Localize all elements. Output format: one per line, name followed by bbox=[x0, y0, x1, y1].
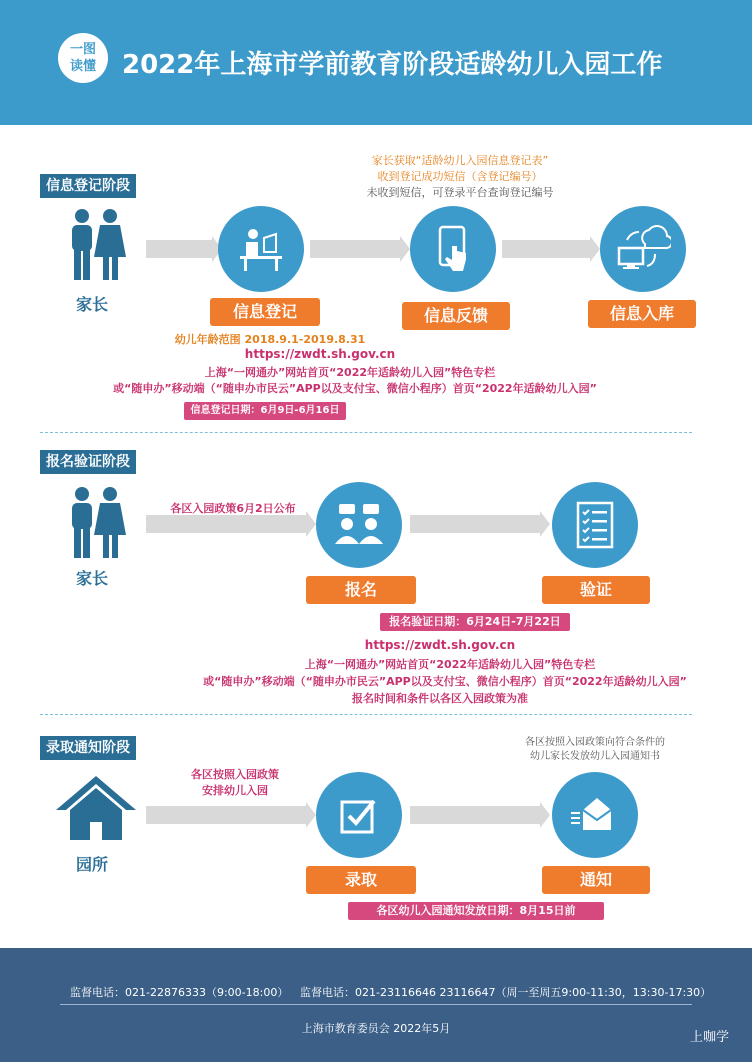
stage1-label: 信息登记阶段 bbox=[40, 174, 136, 198]
stage2-arrow-2 bbox=[410, 515, 540, 533]
stage1-actor: 家长 bbox=[76, 295, 109, 314]
stage2-channel2: 或“随申办”移动端（“随申办市民云”APP以及支付宝、微信小程序）首页“2022年适龄幼儿入园” bbox=[203, 675, 687, 688]
divider-1 bbox=[40, 432, 692, 433]
divider-2 bbox=[40, 714, 692, 715]
footer-phone1: 监督电话：021-22876333（9:00-18:00） bbox=[70, 986, 289, 999]
stage1-top-note1: 家长获取“适龄幼儿入园信息登记表” bbox=[371, 154, 549, 167]
stage2-channel1: 上海“一网通办”网站首页“2022年适龄幼儿入园”特色专栏 bbox=[304, 658, 596, 671]
stage1-arrow-2 bbox=[310, 240, 400, 258]
person-couple-icon bbox=[64, 208, 128, 282]
stage1-channel2: 或“随申办”移动端（“随申办市民云”APP以及支付宝、微信小程序）首页“2022年适龄幼儿入园” bbox=[113, 382, 597, 395]
stage3-step2-button: 通知 bbox=[542, 866, 650, 894]
stage2-label: 报名验证阶段 bbox=[40, 450, 136, 474]
stage3-step1-button: 录取 bbox=[306, 866, 416, 894]
checkbox-icon bbox=[336, 792, 382, 838]
house-icon bbox=[54, 774, 138, 842]
stage3-arrow-1 bbox=[146, 806, 306, 824]
cloud-computer-icon bbox=[615, 224, 671, 274]
stage2-circle-1 bbox=[316, 482, 402, 568]
stage3-date-bar: 各区幼儿入园通知发放日期：8月15日前 bbox=[348, 902, 604, 920]
stage1-arrow-1 bbox=[146, 240, 212, 258]
desk-computer-icon bbox=[236, 224, 286, 274]
stage3-circle-1 bbox=[316, 772, 402, 858]
stage1-circle-3 bbox=[600, 206, 686, 292]
stage1-top-note2: 收到登记成功短信（含登记编号） bbox=[377, 170, 543, 183]
stage1-age-range: 幼儿年龄范围 2018.9.1-2019.8.31 bbox=[174, 333, 366, 346]
stage1-top-note3: 未收到短信，可登录平台查询登记编号 bbox=[366, 186, 554, 199]
stage1-step2-button: 信息反馈 bbox=[402, 302, 510, 330]
stage1-arrow-3 bbox=[502, 240, 590, 258]
stage1-step3-button: 信息入库 bbox=[588, 300, 696, 328]
footer-divider bbox=[60, 1004, 692, 1005]
tablet-touch-icon bbox=[428, 224, 478, 274]
stage1-step1-button: 信息登记 bbox=[210, 298, 320, 326]
badge-line2: 读懂 bbox=[69, 59, 96, 74]
stage3-arrow-2 bbox=[410, 806, 540, 824]
stage2-step2-button: 验证 bbox=[542, 576, 650, 604]
stage3-actor: 园所 bbox=[76, 855, 109, 874]
stage1-circle-1 bbox=[218, 206, 304, 292]
stage3-arrange-line1: 各区按照入园政策 bbox=[191, 768, 279, 781]
stage2-circle-2 bbox=[552, 482, 638, 568]
stage1-date-bar: 信息登记日期：6月9日-6月16日 bbox=[184, 402, 346, 420]
stage2-note: 报名时间和条件以各区入园政策为准 bbox=[352, 692, 528, 705]
stage1-url: https://zwdt.sh.gov.cn bbox=[244, 347, 396, 361]
stage2-url: https://zwdt.sh.gov.cn bbox=[364, 638, 516, 652]
footer-watermark: 上咖学 bbox=[690, 1030, 730, 1045]
badge-line1: 一图 bbox=[69, 42, 96, 57]
stage1-circle-2 bbox=[410, 206, 496, 292]
stage2-policy-note: 各区入园政策6月2日公布 bbox=[170, 502, 296, 515]
stage3-notify-line1: 各区按照入园政策向符合条件的 bbox=[525, 737, 665, 748]
stage2-arrow-1 bbox=[146, 515, 306, 533]
header-banner bbox=[0, 0, 752, 125]
stage1-channel1: 上海“一网通办”网站首页“2022年适龄幼儿入园”特色专栏 bbox=[204, 366, 496, 379]
stage3-label: 录取通知阶段 bbox=[40, 736, 136, 760]
page-title: 2022年上海市学前教育阶段适龄幼儿入园工作 bbox=[122, 50, 663, 80]
stage3-notify-line2: 幼儿家长发放幼儿入园通知书 bbox=[530, 751, 660, 762]
stage2-actor: 家长 bbox=[76, 569, 109, 588]
stage3-arrange-line2: 安排幼儿入园 bbox=[202, 784, 268, 797]
checklist-icon bbox=[570, 500, 620, 550]
chat-people-icon bbox=[331, 500, 387, 550]
person-couple-icon bbox=[64, 486, 128, 560]
envelope-icon bbox=[569, 792, 621, 838]
footer-phone2: 监督电话：021-23116646 23116647（周一至周五9:00-11:30，13:30-17:30） bbox=[300, 986, 712, 999]
stage3-circle-2 bbox=[552, 772, 638, 858]
stage2-date-bar: 报名验证日期：6月24日-7月22日 bbox=[380, 613, 570, 631]
header-badge bbox=[58, 33, 108, 83]
footer bbox=[0, 948, 752, 1062]
footer-issuer: 上海市教育委员会 2022年5月 bbox=[301, 1022, 451, 1035]
stage2-step1-button: 报名 bbox=[306, 576, 416, 604]
